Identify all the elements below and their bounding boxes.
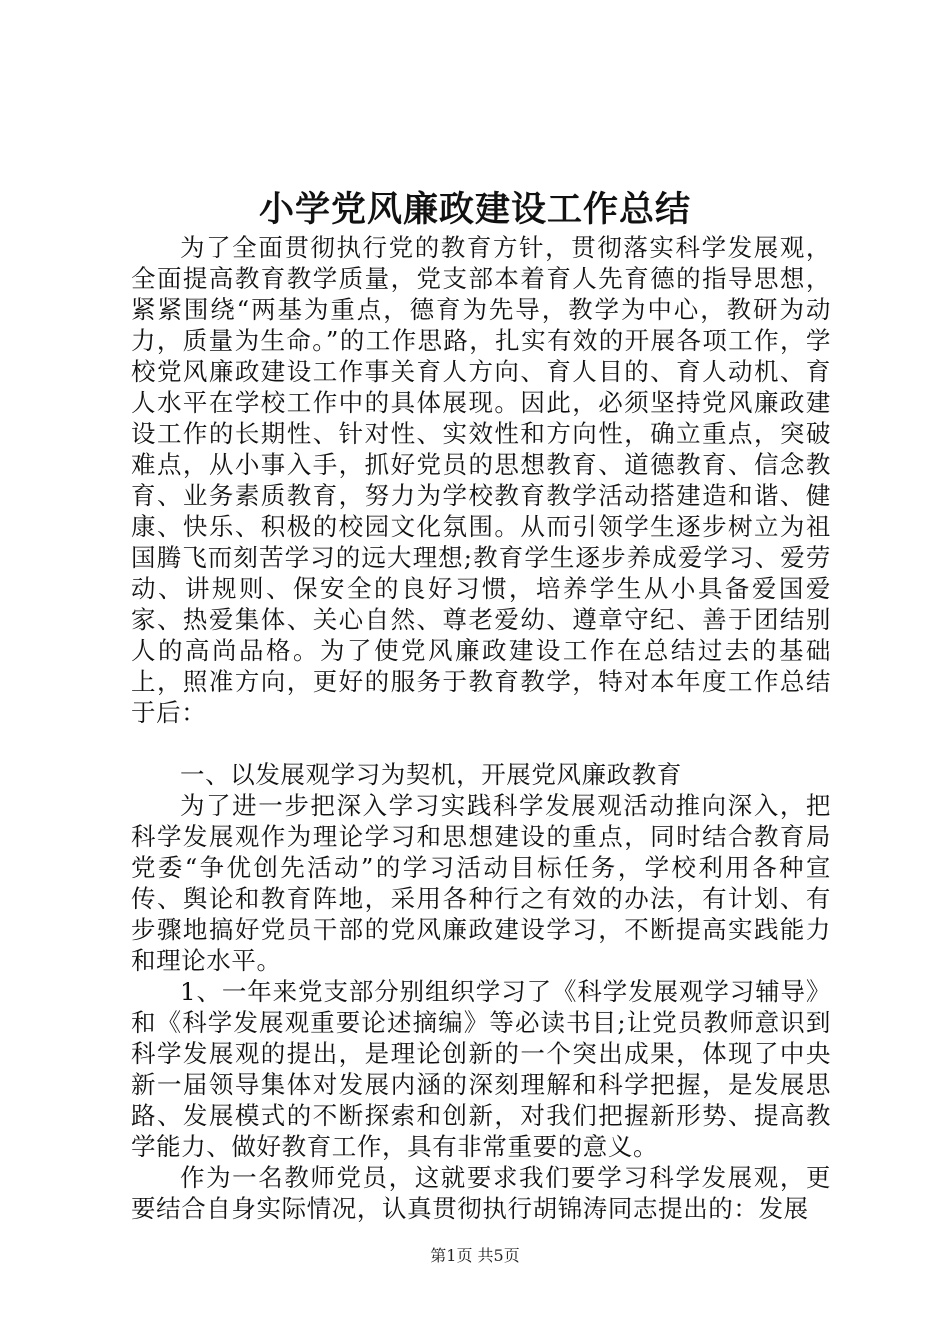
document-body (131, 232, 831, 1224)
document-title: 小学党风廉政建设工作总结 (258, 189, 691, 230)
intro-paragraph: 为了全面贯彻执行党的教育方针，贯彻落实科学发展观，全面提高教育教学质量，党支部本着育人先育德的指导思想，紧紧围绕“两基为重点，德育为先导，教学为中心，教研为动力，质量为生命。”的工作思路，扎实有效的开展各项工作，学校党风廉政建设工作事关育人方向、育人目的、育人动机、育人水平在学校工作中的具体展现。因此，必须坚持党风廉政建设工作的长期性、针对性、实效性和方向性，确立重点，突破难点，从小事入手，抓好党员的思想教育、道德教育、信念教育、业务素质教育，努力为学校教育教学活动搭建造和谐、健康、快乐、积极的校园文化氛围。从而引领学生逐步树立为祖国腾飞而刻苦学习的远大理想;教育学生逐步养成爱学习、爱劳动、讲规则、保安全的良好习惯，培养学生从小具备爱国爱家、热爱集体、关心自然、尊老爱幼、遵章守纪、善于团结别人的高尚品格。为了使党风廉政建设工作在总结过去的基础上，照准方向，更好的服务于教育教学，特对本年度工作总结于后： (131, 233, 831, 727)
paragraph-gap (131, 728, 831, 759)
page-footer: 第1页 共5页 (430, 1246, 520, 1265)
section-1-paragraph: 为了进一步把深入学习实践科学发展观活动推向深入，把科学发展观作为理论学习和思想建设的重点，同时结合教育局党委“争优创先活动”的学习活动目标任务，学校利用各种宣传、舆论和教育阵地，采用各种行之有效的办法，有计划、有步骤地搞好党员干部的党风廉政建设学习，不断提高实践能力和理论水平。 (131, 791, 831, 975)
section-1-paragraph-cont: 作为一名教师党员，这就要求我们要学习科学发展观，更要结合自身实际情况，认真贯彻执行胡锦涛同志提出的：发展 (131, 1163, 831, 1223)
section-1-item-1: 1、一年来党支部分别组织学习了《科学发展观学习辅导》和《科学发展观重要论述摘编》等必读书目;让党员教师意识到科学发展观的提出，是理论创新的一个突出成果，体现了中央新一届领导集体对发展内涵的深刻理解和科学把握，是发展思路、发展模式的不断探索和创新，对我们把握新形势、提高教学能力、做好教育工作，具有非常重要的意义。 (131, 977, 831, 1161)
section-heading-1: 一、以发展观学习为契机，开展党风廉政教育 (180, 760, 682, 789)
